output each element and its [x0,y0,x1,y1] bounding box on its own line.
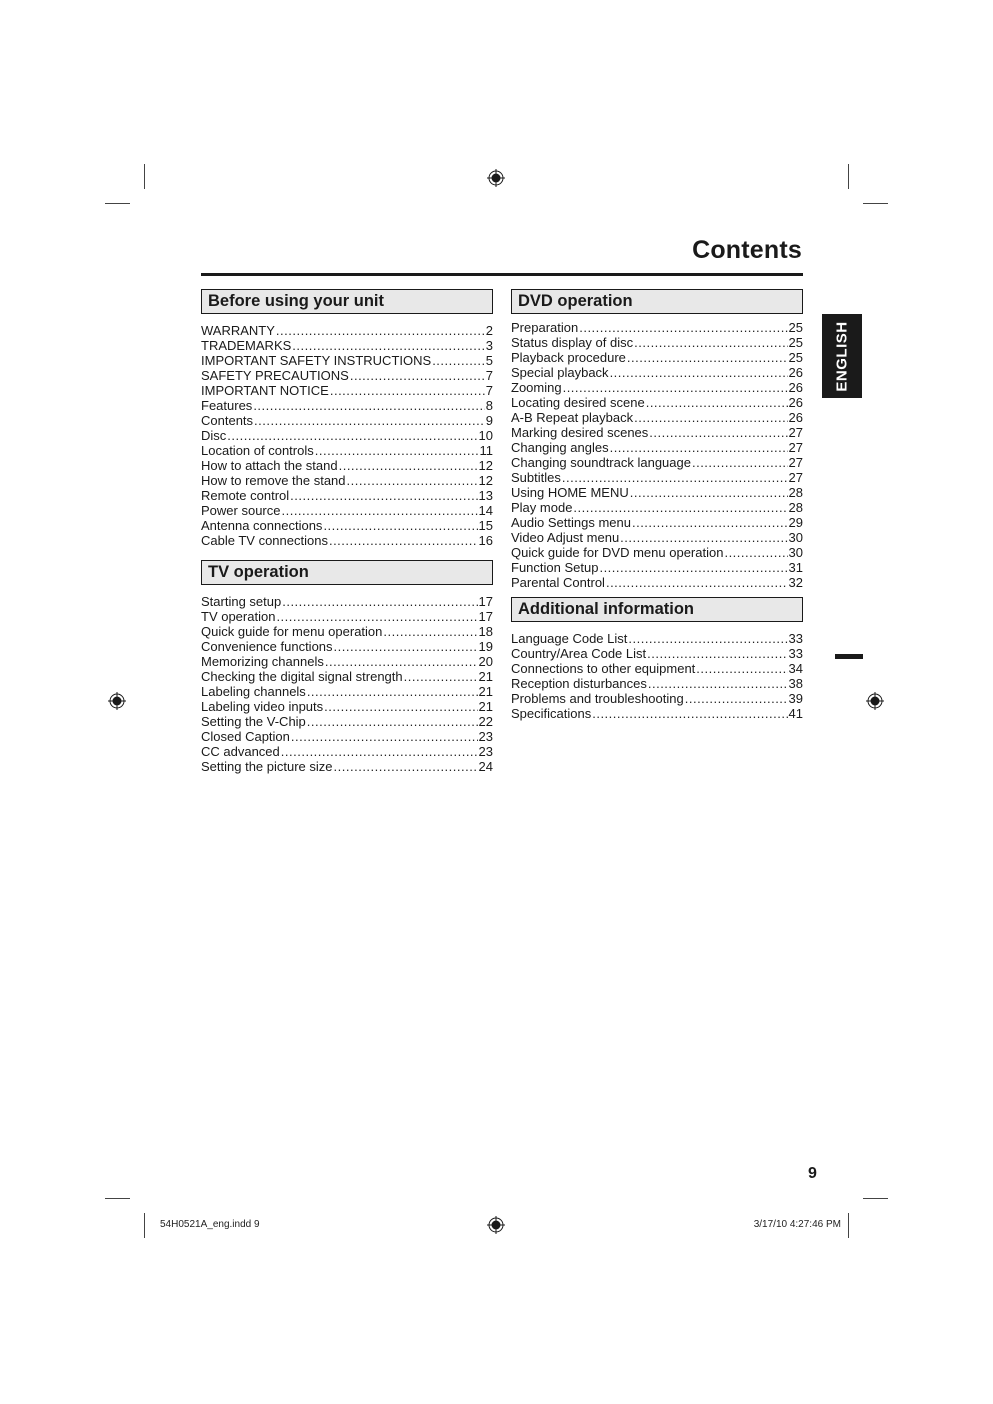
toc-entry [511,676,803,691]
toc-leader-dots [339,458,478,473]
toc-entry-page: 27 [788,440,803,455]
toc-entry-label: Video Adjust menu [511,530,620,545]
toc-leader-dots [404,669,478,684]
toc-entry-label: Disc [201,428,227,443]
toc-leader-dots [685,691,788,706]
toc-leader-dots [350,368,485,383]
toc-entry [201,714,493,729]
toc-entry-label: How to attach the stand [201,458,338,473]
toc-entry [201,323,493,338]
toc-leader-dots [627,350,788,365]
toc-entry [201,458,493,473]
toc-entry-page: 5 [485,353,493,368]
toc-entry-label: Specifications [511,706,592,721]
toc-leader-dots [282,594,477,609]
toc-entry-label: TRADEMARKS [201,338,292,353]
toc-entry [511,500,803,515]
toc-entry-page: 34 [788,661,803,676]
crop-mark [863,1198,888,1199]
toc-entry [201,744,493,759]
toc-leader-dots [579,320,787,335]
toc-entry-page: 25 [788,350,803,365]
toc-entry-label: Labeling channels [201,684,306,699]
toc-entry-label: Convenience functions [201,639,333,654]
toc-entry [511,631,803,646]
toc-entry-page: 7 [485,368,493,383]
toc-entry-label: CC advanced [201,744,280,759]
toc-leader-dots [630,485,788,500]
toc-entry-label: Starting setup [201,594,282,609]
toc-entry-page: 9 [485,413,493,428]
toc-leader-dots [383,624,477,639]
toc-entry-page: 19 [478,639,493,654]
toc-entry-page: 3 [485,338,493,353]
toc-entry [511,320,803,335]
toc-entry-label: A-B Repeat playback [511,410,634,425]
toc-entry-label: Power source [201,503,281,518]
toc-entry-label: Cable TV connections [201,533,328,548]
crop-mark [863,203,888,204]
toc-entry [201,624,493,639]
toc-leader-dots [620,530,787,545]
toc-entry-page: 2 [485,323,493,338]
language-tab-label: ENGLISH [833,320,851,392]
toc-entry-page: 11 [479,443,493,458]
toc-entry-label: Quick guide for DVD menu operation [511,545,724,560]
section-heading: DVD operation [511,289,803,314]
toc-entry [201,639,493,654]
toc-entry [511,560,803,575]
toc-leader-dots [692,455,788,470]
toc-entry-label: SAFETY PRECAUTIONS [201,368,349,383]
toc-leader-dots [334,639,478,654]
toc-leader-dots [563,380,788,395]
toc-leader-dots [329,533,478,548]
toc-leader-dots [610,440,788,455]
toc-entry-label: Memorizing channels [201,654,324,669]
toc-entry-page: 30 [788,530,803,545]
toc-leader-dots [599,560,787,575]
toc-leader-dots [253,398,484,413]
toc-entry-label: Special playback [511,365,609,380]
toc-entry-page: 13 [478,488,493,503]
toc-leader-dots [696,661,787,676]
toc-entry-label: Using HOME MENU [511,485,629,500]
toc-entry [511,545,803,560]
toc-leader-dots [432,353,485,368]
toc-entry-page: 7 [485,383,493,398]
toc-entry-label: Reception disturbances [511,676,647,691]
toc-entry-label: Locating desired scene [511,395,645,410]
toc-entry-page: 18 [478,624,493,639]
toc-entry [511,365,803,380]
toc-leader-dots [562,470,788,485]
toc-leader-dots [315,443,479,458]
toc-leader-dots [281,744,478,759]
toc-entry [201,684,493,699]
toc-leader-dots [254,413,485,428]
toc-entry-label: Function Setup [511,560,599,575]
toc-entry-label: Remote control [201,488,290,503]
toc-list [201,594,493,774]
page-number: 9 [808,1165,817,1182]
toc-leader-dots [323,518,477,533]
toc-leader-dots [634,335,787,350]
toc-entry-label: Preparation [511,320,579,335]
toc-entry-label: IMPORTANT SAFETY INSTRUCTIONS [201,353,432,368]
side-marker [835,654,863,659]
toc-entry-label: Language Code List [511,631,628,646]
toc-entry-label: Audio Settings menu [511,515,631,530]
toc-leader-dots [724,545,787,560]
toc-entry-page: 24 [478,759,493,774]
page-title: Contents [692,236,802,264]
toc-entry-page: 32 [788,575,803,590]
toc-entry [201,473,493,488]
toc-entry-page: 26 [788,380,803,395]
toc-entry-page: 27 [788,425,803,440]
toc-entry [201,398,493,413]
toc-entry-page: 27 [788,455,803,470]
toc-entry [201,669,493,684]
registration-mark-icon [487,169,505,187]
toc-leader-dots [334,759,478,774]
toc-entry-page: 17 [478,609,493,624]
toc-entry-page: 28 [788,485,803,500]
toc-entry [511,485,803,500]
toc-entry-label: Setting the V-Chip [201,714,306,729]
toc-entry-page: 26 [788,365,803,380]
toc-leader-dots [647,646,787,661]
toc-entry-page: 28 [788,500,803,515]
toc-leader-dots [573,500,787,515]
toc-entry [201,609,493,624]
toc-entry-page: 14 [478,503,493,518]
title-rule [201,273,803,276]
section-heading: Before using your unit [201,289,493,314]
toc-entry-label: Playback procedure [511,350,626,365]
toc-entry-page: 30 [788,545,803,560]
toc-entry-label: Status display of disc [511,335,634,350]
toc-entry [511,691,803,706]
toc-entry-label: Labeling video inputs [201,699,324,714]
toc-entry-page: 38 [788,676,803,691]
toc-entry [511,515,803,530]
toc-leader-dots [628,631,787,646]
toc-entry-label: Connections to other equipment [511,661,696,676]
toc-entry [201,368,493,383]
toc-entry-label: Subtitles [511,470,561,485]
crop-mark [105,1198,130,1199]
section-heading: TV operation [201,560,493,585]
toc-entry-label: Play mode [511,500,573,515]
toc-leader-dots [606,575,788,590]
toc-entry-page: 25 [788,335,803,350]
toc-entry-page: 23 [478,744,493,759]
toc-leader-dots [292,338,484,353]
toc-entry [201,654,493,669]
toc-entry-label: TV operation [201,609,276,624]
toc-leader-dots [307,684,478,699]
slug-filename: 54H0521A_eng.indd 9 [160,1219,260,1230]
toc-leader-dots [592,706,787,721]
toc-entry-page: 41 [788,706,803,721]
toc-entry-page: 29 [788,515,803,530]
toc-leader-dots [276,609,477,624]
toc-entry-page: 12 [478,458,493,473]
registration-mark-icon [108,692,126,710]
toc-entry-page: 12 [478,473,493,488]
toc-entry [511,395,803,410]
toc-entry-label: Zooming [511,380,562,395]
section-before-using [201,289,493,548]
toc-entry [511,350,803,365]
toc-entry-page: 26 [788,410,803,425]
toc-entry [201,594,493,609]
section-dvd-operation [511,289,803,590]
toc-entry-page: 33 [788,631,803,646]
toc-entry-page: 21 [478,684,493,699]
slug-timestamp: 3/17/10 4:27:46 PM [753,1219,841,1230]
toc-entry [511,380,803,395]
toc-entry-page: 31 [788,560,803,575]
toc-leader-dots [646,395,788,410]
toc-entry-page: 21 [478,699,493,714]
toc-entry-label: Country/Area Code List [511,646,647,661]
toc-leader-dots [347,473,478,488]
section-additional-info [511,597,803,721]
toc-entry [201,353,493,368]
toc-entry [511,455,803,470]
registration-mark-icon [487,1216,505,1234]
toc-entry-page: 26 [788,395,803,410]
toc-entry [511,335,803,350]
toc-entry-label: Antenna connections [201,518,323,533]
toc-entry [201,338,493,353]
toc-entry [511,706,803,721]
toc-entry [511,470,803,485]
toc-leader-dots [291,729,478,744]
toc-list [201,323,493,548]
toc-list [511,320,803,590]
registration-mark-icon [866,692,884,710]
toc-entry [511,646,803,661]
toc-entry-label: Closed Caption [201,729,290,744]
toc-entry-page: 25 [788,320,803,335]
toc-leader-dots [276,323,485,338]
toc-entry-page: 16 [478,533,493,548]
crop-mark [144,1213,145,1238]
toc-entry [511,440,803,455]
toc-entry-page: 39 [788,691,803,706]
toc-entry-page: 10 [478,428,493,443]
language-tab [822,314,862,398]
toc-entry [201,443,493,458]
toc-leader-dots [634,410,787,425]
crop-mark [105,203,130,204]
toc-entry-page: 27 [788,470,803,485]
toc-entry-label: Quick guide for menu operation [201,624,383,639]
toc-entry-label: Changing soundtrack language [511,455,691,470]
toc-list [511,631,803,721]
toc-entry-page: 8 [485,398,493,413]
toc-entry-label: WARRANTY [201,323,275,338]
section-heading: Additional information [511,597,803,622]
toc-entry [201,428,493,443]
toc-entry-label: Parental Control [511,575,605,590]
toc-entry [511,425,803,440]
toc-leader-dots [649,425,787,440]
toc-entry-label: Marking desired scenes [511,425,649,440]
toc-entry [201,699,493,714]
toc-leader-dots [290,488,477,503]
toc-entry-page: 21 [478,669,493,684]
toc-entry-page: 22 [478,714,493,729]
toc-entry-page: 20 [478,654,493,669]
toc-entry-label: Problems and troubleshooting [511,691,684,706]
toc-entry-label: Contents [201,413,254,428]
toc-entry [201,413,493,428]
toc-entry [511,410,803,425]
toc-entry [511,661,803,676]
toc-entry [201,488,493,503]
toc-entry [201,533,493,548]
toc-leader-dots [324,699,477,714]
crop-mark [848,1213,849,1238]
toc-leader-dots [648,676,788,691]
toc-leader-dots [632,515,788,530]
toc-leader-dots [610,365,788,380]
toc-entry-label: Location of controls [201,443,314,458]
toc-entry-page: 33 [788,646,803,661]
toc-leader-dots [281,503,477,518]
toc-leader-dots [330,383,485,398]
toc-entry-label: Changing angles [511,440,609,455]
toc-entry-label: Features [201,398,253,413]
toc-entry [511,575,803,590]
toc-entry [511,530,803,545]
toc-entry-page: 15 [478,518,493,533]
toc-leader-dots [325,654,478,669]
toc-entry-label: Checking the digital signal strength [201,669,403,684]
toc-leader-dots [227,428,477,443]
toc-entry [201,518,493,533]
toc-entry [201,759,493,774]
section-tv-operation [201,560,493,774]
crop-mark [144,164,145,189]
toc-entry [201,383,493,398]
crop-mark [848,164,849,189]
toc-entry [201,503,493,518]
toc-entry [201,729,493,744]
toc-entry-page: 17 [478,594,493,609]
toc-leader-dots [307,714,478,729]
toc-entry-page: 23 [478,729,493,744]
toc-entry-label: IMPORTANT NOTICE [201,383,329,398]
toc-entry-label: How to remove the stand [201,473,346,488]
toc-entry-label: Setting the picture size [201,759,333,774]
